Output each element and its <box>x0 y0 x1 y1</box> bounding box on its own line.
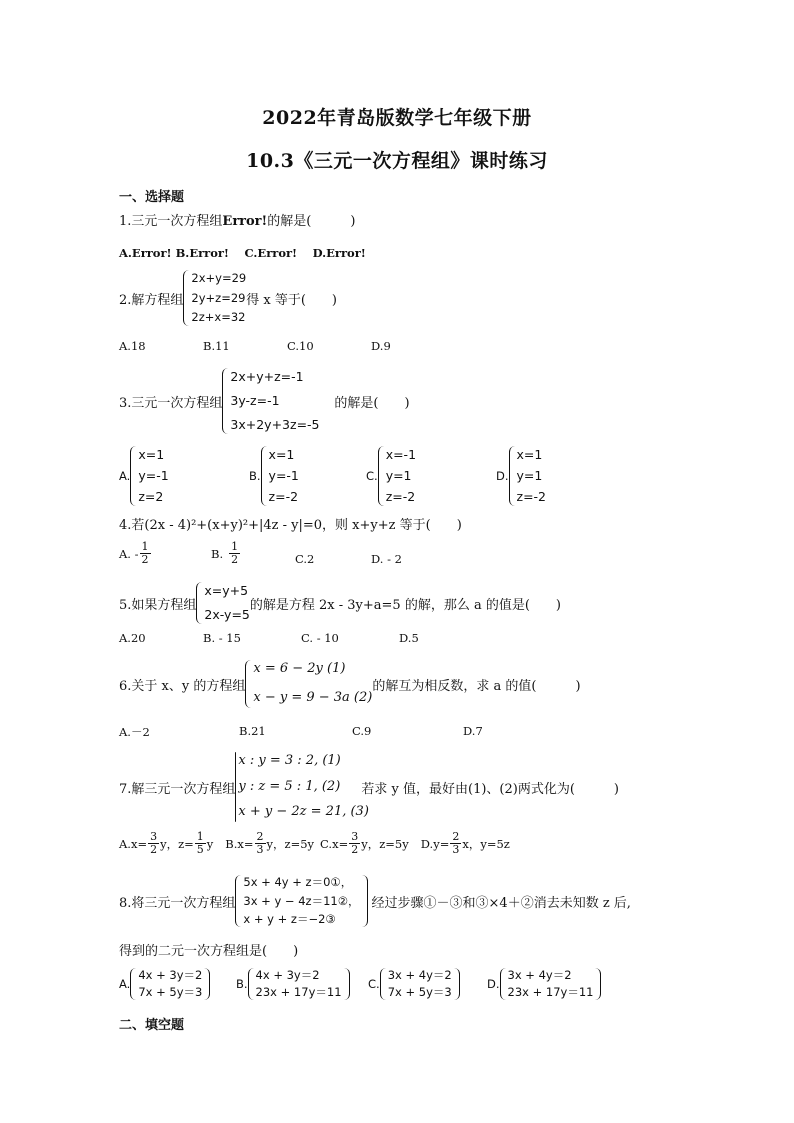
q8-c-eq2: 7x + 5y＝3 <box>387 985 452 1000</box>
q3-a-z: z=2 <box>138 488 164 504</box>
q7-a-den: 2 <box>150 843 158 857</box>
q3-eq-1: 2x+y+z=-1 <box>230 369 304 384</box>
q7-b-num: 2 <box>256 830 264 843</box>
q3-option-b-label: B. <box>249 469 261 483</box>
q8-equation-system <box>235 875 367 927</box>
q7-c-label: C.x= <box>320 836 349 851</box>
q5-suffix: 的解是方程 2x - 3y+a=5 的解，那么 a 的值是( ) <box>249 597 561 613</box>
q7-options <box>119 831 510 856</box>
q4-b-label: B. <box>211 546 224 561</box>
q5-prefix: 5.如果方程组 <box>119 597 197 613</box>
q2-suffix: 得 x 等于( ) <box>246 292 337 308</box>
q8-eq-2: 3x + y − 4z＝11②， <box>243 893 360 908</box>
question-8 <box>119 875 631 927</box>
q8-d-eq1: 3x + 4y＝2 <box>507 968 572 982</box>
q1-options: A.Error! B.Error! C.Error! D.Error! <box>119 246 366 260</box>
q6-option-c: C.9 <box>352 724 372 738</box>
q2-eq-1: 2x+y=29 <box>191 271 247 285</box>
q5-option-b: B. - 15 <box>203 631 241 645</box>
q4-option-b <box>211 541 241 566</box>
q8-line2: 得到的二元一次方程组是( ) <box>119 944 299 959</box>
section-heading-choice: 一、选择题 <box>119 190 185 205</box>
q3-option-a-label: A. <box>119 469 131 483</box>
q3-a-y: y=-1 <box>138 467 169 483</box>
q3-b-z: z=-2 <box>268 488 299 504</box>
q7-c-num: 3 <box>351 830 359 843</box>
q8-suffix: 经过步骤①－③和③×4＋②消去未知数 z 后, <box>371 895 631 911</box>
section-heading-fill: 二、填空题 <box>119 1018 185 1033</box>
q5-equation-system <box>196 582 249 624</box>
page-title: 2022年青岛版数学七年级下册 <box>262 107 532 129</box>
q3-option-d-label: D. <box>496 469 509 483</box>
q7-equation-system <box>235 752 369 822</box>
q3-option-c <box>366 446 416 506</box>
q5-eq-2: 2x-y=5 <box>204 606 250 622</box>
q3-d-y: y=1 <box>516 467 543 483</box>
q7-b-den: 3 <box>256 843 264 857</box>
q8-b-label: B. <box>236 977 248 991</box>
q8-b-eq2: 23x + 17y＝11 <box>255 985 342 1000</box>
q8-a-eq1: 4x + 3y＝2 <box>138 968 203 982</box>
page-subtitle: 10.3《三元一次方程组》课时练习 <box>246 150 548 172</box>
q8-a-eq2: 7x + 5y＝3 <box>138 985 203 1000</box>
q1-suffix: 的解是( ) <box>267 214 356 229</box>
question-1 <box>119 210 355 229</box>
q4-option-d: D. - 2 <box>371 552 402 566</box>
q5-option-a: A.20 <box>119 631 146 645</box>
q5-option-c: C. - 10 <box>301 631 339 645</box>
q3-d-x: x=1 <box>516 447 543 462</box>
question-6 <box>119 660 581 708</box>
q7-d-label: D.y= <box>420 836 450 851</box>
q7-eq-2: y : z = 5 : 1, (2) <box>238 778 341 794</box>
q3-c-y: y=1 <box>385 467 412 483</box>
q2-option-b: B.11 <box>203 339 230 353</box>
q3-b-y: y=-1 <box>268 467 299 483</box>
q3-option-c-label: C. <box>366 469 378 483</box>
q4-a-den: 2 <box>141 553 149 567</box>
q3-equation-system <box>222 368 328 434</box>
q2-option-d: D.9 <box>371 339 391 353</box>
q2-eq-3: 2z+x=32 <box>191 310 246 325</box>
q8-option-a <box>119 968 210 1000</box>
q8-b-eq1: 4x + 3y＝2 <box>255 968 320 982</box>
q7-a-num: 3 <box>150 830 158 843</box>
q4-b-num: 1 <box>231 540 239 553</box>
q8-a-label: A. <box>119 977 131 991</box>
q7-a-label: A.x= <box>119 836 148 851</box>
q8-c-eq1: 3x + 4y＝2 <box>387 968 452 982</box>
q6-option-a: A.－2 <box>119 725 150 739</box>
q6-eq-1: x = 6 − 2y (1) <box>253 661 346 676</box>
q3-eq-3: 3x+2y+3z=-5 <box>230 416 320 432</box>
q3-c-x: x=-1 <box>385 447 417 462</box>
q7-d-end: x，y=5z <box>462 836 510 851</box>
q3-suffix: 的解是( ) <box>334 395 410 411</box>
q3-option-d <box>496 446 546 506</box>
q8-option-c <box>368 968 460 1000</box>
q8-c-label: C. <box>368 977 380 991</box>
q7-b-label: B.x= <box>225 836 254 851</box>
q7-b-end: y，z=5y <box>266 836 315 851</box>
q8-d-label: D. <box>487 977 500 991</box>
q1-error: Error! <box>222 214 268 229</box>
q8-d-eq2: 23x + 17y＝11 <box>507 985 594 1000</box>
q7-suffix: 若求 y 值，最好由(1)、(2)两式化为( ) <box>361 781 619 797</box>
q5-option-d: D.5 <box>399 631 419 645</box>
q7-eq-3: x + y − 2z = 21, (3) <box>238 804 369 820</box>
q6-prefix: 6.关于 x、y 的方程组 <box>119 678 246 694</box>
q7-a-mid: y，z= <box>160 836 194 851</box>
q2-option-a: A.18 <box>119 339 146 353</box>
q7-c-den: 2 <box>351 843 359 857</box>
q8-eq-3: x + y + z＝−2③ <box>243 912 336 927</box>
q4-a-fraction <box>140 541 151 566</box>
q7-d-den: 3 <box>452 843 460 857</box>
q8-option-d <box>487 968 601 1000</box>
q3-a-x: x=1 <box>138 447 165 462</box>
q6-suffix: 的解互为相反数，求 a 的值( ) <box>372 678 581 694</box>
q7-prefix: 7.解三元一次方程组 <box>119 781 236 797</box>
q6-eq-2: x − y = 9 − 3a (2) <box>253 690 373 706</box>
q4-b-fraction <box>229 541 240 566</box>
q7-a-end: y <box>206 836 214 851</box>
q4-b-den: 2 <box>231 553 239 567</box>
q7-a-den2: 5 <box>196 843 204 857</box>
q3-b-x: x=1 <box>268 447 295 462</box>
q7-d-num: 2 <box>452 830 460 843</box>
q2-eq-2: 2y+z=29 <box>191 290 246 305</box>
q3-d-z: z=-2 <box>516 488 547 504</box>
q4-a-num: 1 <box>141 540 149 553</box>
q7-a-num2: 1 <box>196 830 204 843</box>
q4-a-label: A. - <box>119 546 139 561</box>
q2-equation-system <box>183 270 246 326</box>
q1-prefix: 1.三元一次方程组 <box>119 214 223 229</box>
q2-prefix: 2.解方程组 <box>119 292 184 308</box>
q8-eq-1: 5x + 4y + z＝0①， <box>243 875 353 889</box>
question-4: 4.若(2x - 4)²+(x+y)²+|4z - y|=0，则 x+y+z 等于( ) <box>119 518 462 533</box>
question-5 <box>119 582 561 624</box>
q4-option-a <box>119 541 152 566</box>
question-2 <box>119 270 337 326</box>
q5-eq-1: x=y+5 <box>204 583 249 598</box>
q3-prefix: 3.三元一次方程组 <box>119 395 223 411</box>
q3-option-a <box>119 446 169 506</box>
q7-c-end: y，z=5y <box>361 836 409 851</box>
q6-option-d: D.7 <box>463 724 483 738</box>
q3-c-z: z=-2 <box>385 488 416 504</box>
question-7 <box>119 752 619 822</box>
q6-equation-system <box>245 660 372 708</box>
q4-option-c: C.2 <box>295 552 315 566</box>
q8-prefix: 8.将三元一次方程组 <box>119 895 236 911</box>
q7-eq-1: x : y = 3 : 2, (1) <box>238 753 341 768</box>
q8-option-b <box>236 968 350 1000</box>
q3-option-b <box>249 446 299 506</box>
q2-option-c: C.10 <box>287 339 314 353</box>
q3-eq-2: 3y-z=-1 <box>230 392 280 408</box>
question-3 <box>119 368 410 434</box>
q6-option-b: B.21 <box>239 724 266 738</box>
